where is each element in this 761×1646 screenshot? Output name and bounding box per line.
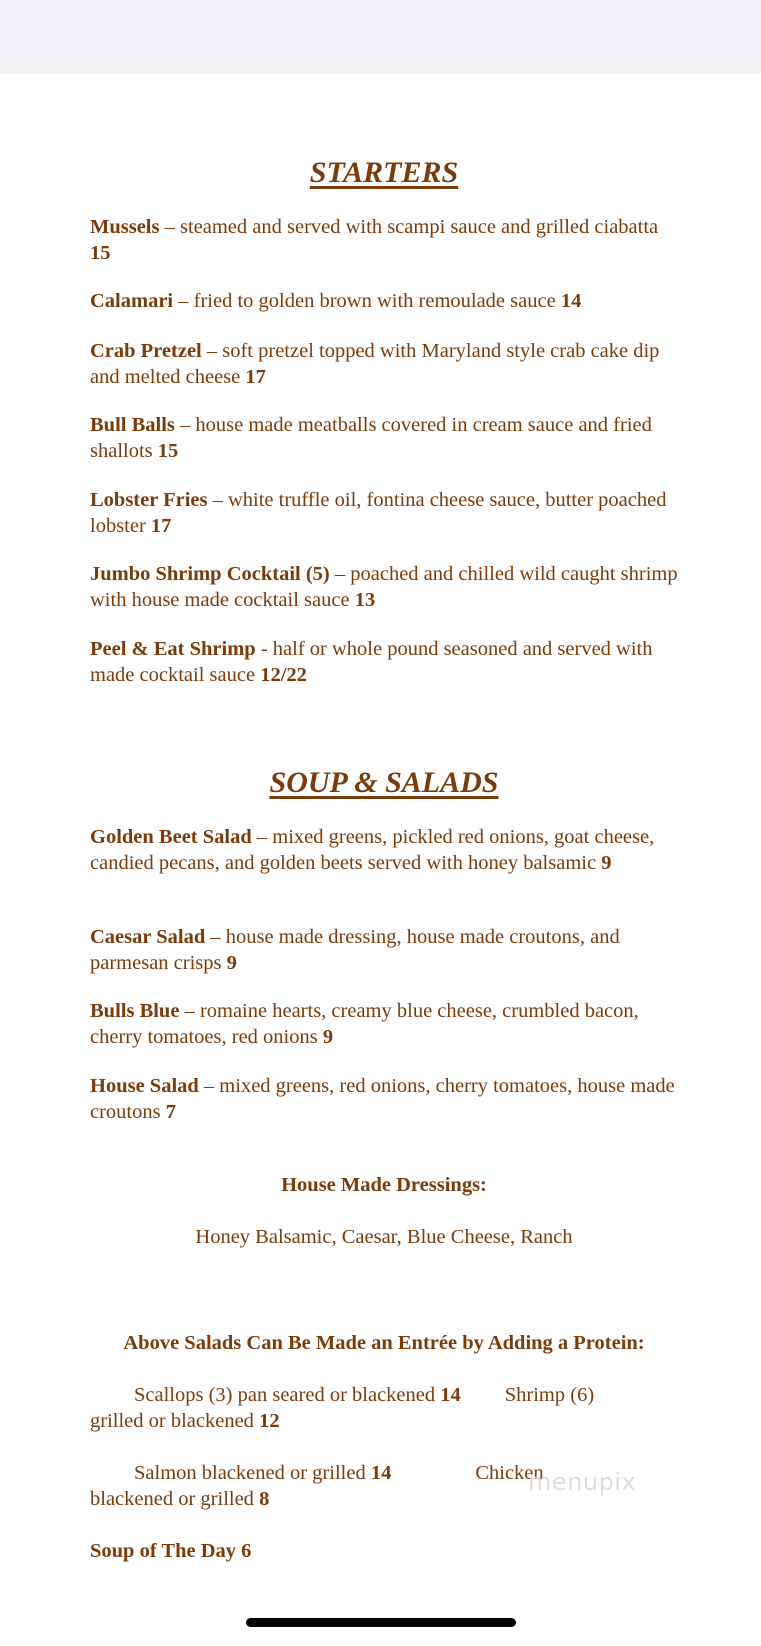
item-desc: – fried to golden brown with remoulade sauce [173,290,561,312]
menu-item-house-salad [90,1073,678,1125]
item-desc: – steamed and served with scampi sauce and grilled ciabatta [159,216,659,238]
item-name: Bulls Blue [90,1000,180,1022]
item-desc: – romaine hearts, creamy blue cheese, crumbled bacon, cherry tomatoes, red onions [90,1000,639,1048]
shrimp-text-cont: grilled or blackened [90,1410,260,1432]
item-name: Mussels [90,216,160,238]
menu-item-jumbo-shrimp-cocktail [90,561,678,613]
menu-item-golden-beet-salad [90,824,678,876]
item-name: Bull Balls [90,414,175,436]
salmon-price: 14 [370,1462,392,1484]
item-price: 17 [245,366,266,388]
item-desc: – poached and chilled wild caught shrimp with house made cocktail sauce [90,563,678,611]
item-desc: – white truffle oil, fontina cheese sauce, butter poached lobster [90,489,667,537]
protein-line-shrimp-cont [90,1408,690,1434]
item-price: 15 [90,242,111,264]
watermark-logo: menupix [528,1468,637,1496]
menu-page [0,74,761,1646]
item-price: 15 [157,440,179,462]
chicken-price: 8 [259,1488,270,1510]
menu-item-caesar-salad [90,924,678,976]
item-name: Crab Pretzel [90,340,202,362]
starters-title: STARTERS [309,156,459,189]
item-price: 9 [226,952,237,974]
chicken-text-cont: blackened or grilled [90,1488,260,1510]
menu-item-calamari [90,288,678,314]
shrimp-price: 12 [259,1410,280,1432]
menu-item-crab-pretzel [90,338,678,390]
shrimp-text: Shrimp (6) [504,1384,595,1406]
item-desc: – mixed greens, red onions, cherry tomatoes, house made croutons [90,1075,675,1123]
item-name: Caesar Salad [90,926,206,948]
soup-of-the-day [90,1538,678,1564]
item-name: Lobster Fries [90,489,208,511]
item-price: 9 [601,852,612,874]
salmon-text: Salmon blackened or grilled [134,1462,371,1484]
menu-item-peel-eat-shrimp [90,636,678,688]
protein-heading: Above Salads Can Be Made an Entrée by Adding a Protein: [123,1332,645,1354]
item-price: 17 [150,515,172,537]
item-desc: – house made meatballs covered in cream sauce and fried shallots [90,414,652,462]
menu-item-bull-balls [90,412,678,464]
item-name: Calamari [90,290,174,312]
item-price: 14 [560,290,582,312]
soup-salads-title: SOUP & SALADS [269,766,499,799]
item-name: Jumbo Shrimp Cocktail (5) [90,563,330,585]
item-price: 7 [165,1101,176,1123]
menu-item-bulls-blue [90,998,678,1050]
item-name: Golden Beet Salad [90,826,252,848]
chicken-text: Chicken [475,1462,544,1484]
item-price: 13 [354,589,376,611]
protein-line-scallops-shrimp [90,1382,690,1408]
item-desc: – soft pretzel topped with Maryland style crab cake dip and melted cheese [90,340,660,388]
item-desc: – house made dressing, house made croutons, and parmesan crisps [90,926,620,974]
item-price: 12/22 [260,664,307,686]
home-indicator[interactable] [246,1618,516,1627]
soup-price: 6 [241,1540,252,1562]
item-desc: - half or whole pound seasoned and served with made cocktail sauce [90,638,653,686]
top-bar [0,0,761,74]
menu-item-lobster-fries [90,487,678,539]
item-price: 9 [322,1026,334,1048]
dressings-heading: House Made Dressings: [281,1174,487,1196]
scallops-price: 14 [440,1384,461,1406]
item-name: Peel & Eat Shrimp [90,638,256,660]
soup-label: Soup of The Day [90,1540,242,1562]
dressings-list: Honey Balsamic, Caesar, Blue Cheese, Ranch [195,1226,573,1248]
item-name: House Salad [90,1075,199,1097]
scallops-text: Scallops (3) pan seared or blackened [134,1384,441,1406]
menu-item-mussels [90,214,678,266]
item-desc: – mixed greens, pickled red onions, goat cheese, candied pecans, and golden beets served with honey balsamic [90,826,655,874]
